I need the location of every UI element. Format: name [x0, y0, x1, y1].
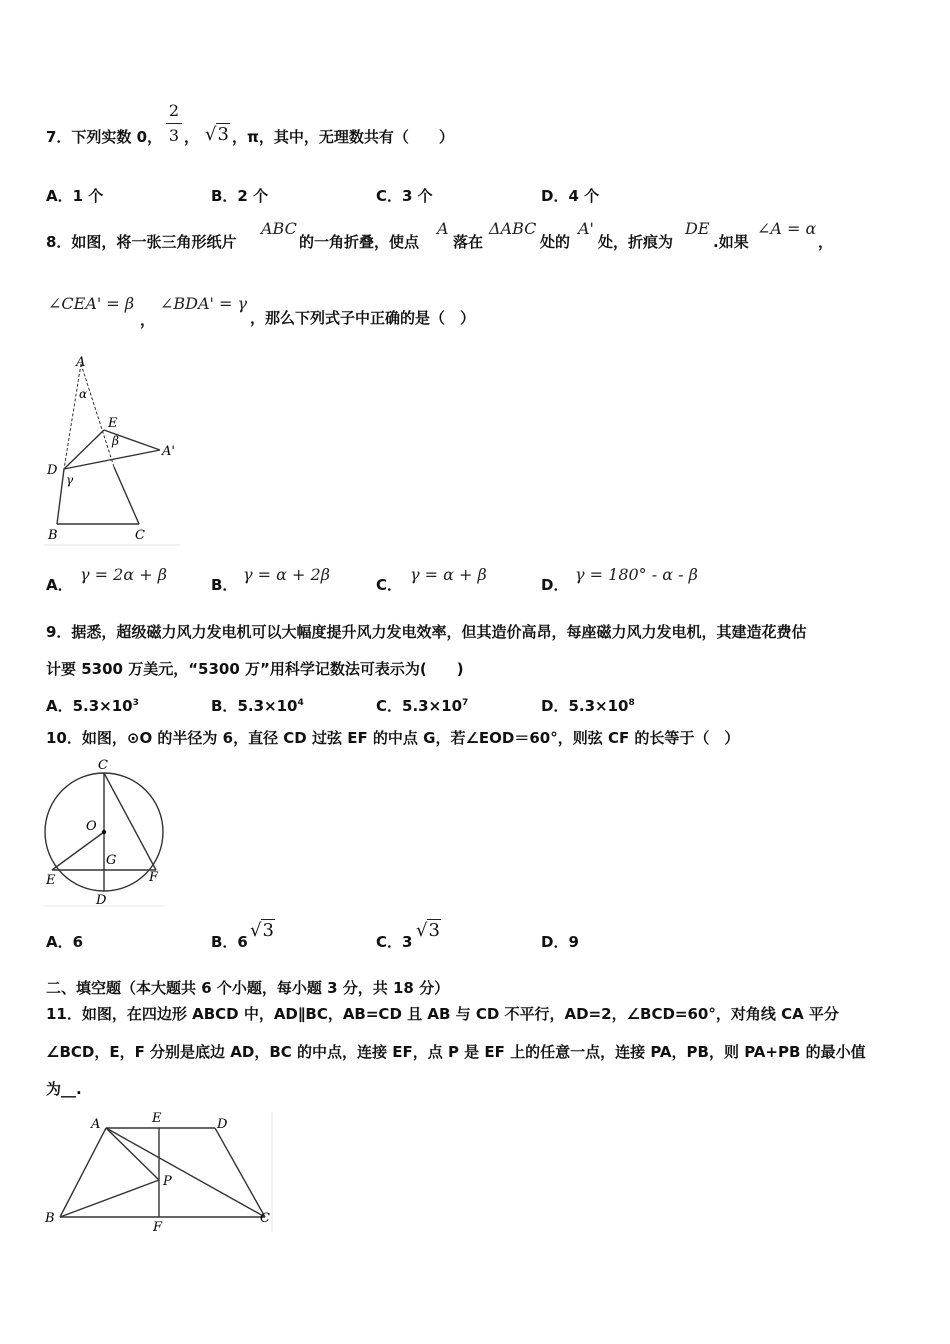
- q9-option-d-base: 5.3×10: [568, 697, 629, 715]
- q8-option-d-letter: D．: [541, 576, 569, 594]
- q11-fig-label-d: D: [217, 1117, 228, 1132]
- q8-text-5: 处，折痕为: [598, 233, 674, 251]
- q10-option-b: B．6: [211, 933, 248, 951]
- q8-fig-label-gamma: γ: [66, 473, 74, 487]
- q9-option-b-exponent: 4: [297, 698, 304, 708]
- q8-fig-crease-de: [64, 430, 104, 469]
- q8-fig-label-e: E: [108, 416, 118, 431]
- q8-fig-edge-da: [64, 450, 160, 469]
- q9-option-a-letter: A．: [46, 697, 73, 715]
- q10-fig-radius-oe: [52, 832, 104, 870]
- q8-fig-side-ce: [114, 467, 139, 524]
- q8-text-7: ，: [818, 233, 834, 251]
- q11-fig-label-c: C: [260, 1211, 270, 1226]
- q7-stem-end: ，π，其中，无理数共有（ ）: [232, 128, 454, 146]
- q8-fig-label-beta: β: [112, 434, 119, 448]
- q10-circle-figure: [38, 756, 170, 912]
- q9-option-b-letter: B．: [211, 697, 238, 715]
- q8-text-8: ，: [140, 311, 156, 329]
- q8-fig-label-a-prime: A': [162, 444, 175, 459]
- q7-separator: ，: [184, 128, 200, 146]
- q8-option-c-letter: C．: [376, 576, 403, 594]
- q11-line-3: 为__.: [46, 1080, 82, 1098]
- q9-option-c: [376, 693, 468, 716]
- q10-stem: 10．如图，⊙O 的半径为 6，直径 CD 过弦 EF 的中点 G，若∠EOD＝60°，则弦 CF 的长等于（ ）: [46, 729, 740, 747]
- q8-math-bda: ∠BDA' = γ: [160, 294, 248, 313]
- q9-option-d-letter: D．: [541, 697, 569, 715]
- q9-line-2: 计要 5300 万美元，“5300 万”用科学记数法可表示为( ): [46, 660, 464, 678]
- q11-line-2: ∠BCD，E，F 分别是底边 AD，BC 的中点，连接 EF，点 P 是 EF 上的任意一点，连接 PA，PB，则 PA+PB 的最小值: [46, 1043, 866, 1061]
- q10-option-a: A．6: [46, 933, 84, 951]
- q9-option-c-base: 5.3×10: [402, 697, 463, 715]
- q9-option-d: [541, 693, 635, 716]
- q7-fraction: [166, 101, 182, 146]
- q8-text-1: 8．如图，将一张三角形纸片: [46, 233, 237, 251]
- q8-option-b-letter: B．: [211, 576, 238, 594]
- q10-option-c: C．3: [376, 933, 413, 951]
- q10-option-d: D．9: [541, 933, 579, 951]
- q9-option-a-exponent: 3: [132, 698, 139, 708]
- q10-fig-label-f: F: [149, 870, 159, 885]
- q8-fig-label-c: C: [135, 528, 145, 543]
- q10-fig-label-e: E: [46, 873, 56, 888]
- q10-fig-label-c: C: [98, 758, 108, 773]
- q8-text-2: 的一角折叠，使点: [299, 233, 420, 251]
- q7-fraction-denominator: 3: [168, 126, 180, 145]
- q8-option-a-letter: A．: [46, 576, 73, 594]
- q11-fig-segment-pb: [60, 1180, 159, 1217]
- q9-option-c-letter: C．: [376, 697, 403, 715]
- q8-option-d-formula: γ = 180° - α - β: [575, 565, 698, 584]
- q8-fig-side-db: [57, 469, 64, 524]
- q9-line-1: 9．据悉，超级磁力风力发电机可以大幅度提升风力发电效率，但其造价高昂，每座磁力风力发电机，其建造花费估: [46, 623, 807, 641]
- q9-option-a: [46, 693, 139, 716]
- q11-fig-side-ab: [60, 1128, 106, 1217]
- q8-fig-label-a: A: [76, 355, 86, 370]
- q10-fig-center-dot: [102, 830, 106, 834]
- q10-fig-label-o: O: [86, 819, 97, 834]
- q7-sqrt3-radicand: 3: [217, 124, 229, 145]
- q8-fig-label-alpha: α: [79, 387, 88, 401]
- q10-fig-label-d: D: [96, 893, 107, 908]
- q8-math-a: A: [437, 219, 449, 238]
- q8-text-9: ，那么下列式子中正确的是（ ）: [250, 309, 476, 327]
- q8-math-de: DE: [685, 219, 710, 238]
- q8-math-cea: ∠CEA' = β: [48, 294, 135, 313]
- q11-fig-label-f: F: [153, 1220, 163, 1235]
- q8-option-c-formula: γ = α + β: [410, 565, 487, 584]
- q11-line-1: 11．如图，在四边形 ABCD 中，AD∥BC，AB=CD 且 AB 与 CD 不平行，AD=2，∠BCD=60°，对角线 CA 平分: [46, 1005, 839, 1023]
- q8-math-triangle-abc: ΔABC: [489, 219, 537, 238]
- q8-math-a-prime: A': [578, 219, 594, 238]
- q11-fig-label-b: B: [45, 1211, 55, 1226]
- q11-fig-diagonal-ac: [106, 1128, 265, 1217]
- q8-fig-label-b: B: [48, 528, 58, 543]
- q9-option-d-exponent: 8: [628, 698, 635, 708]
- q7-option-a: A．1 个: [46, 187, 104, 205]
- q7-option-d: D．4 个: [541, 187, 600, 205]
- q10-fig-label-g: G: [106, 853, 117, 868]
- q9-option-a-base: 5.3×10: [72, 697, 133, 715]
- q11-trapezoid-figure: [40, 1108, 280, 1236]
- q8-option-a-formula: γ = 2α + β: [80, 565, 167, 584]
- q10-option-b-sqrt: √3: [250, 920, 274, 941]
- q8-option-b-formula: γ = α + 2β: [243, 565, 330, 584]
- q9-option-b: [211, 693, 304, 716]
- q11-fig-label-p: P: [163, 1174, 172, 1189]
- q11-fig-label-a: A: [91, 1117, 101, 1132]
- q8-math-abc: ABC: [261, 219, 297, 238]
- q10-option-b-radicand: 3: [262, 920, 274, 941]
- q7-option-c: C．3 个: [376, 187, 433, 205]
- q8-text-4: 处的: [540, 233, 571, 251]
- q8-math-angle-a: ∠A = α: [757, 219, 817, 238]
- q9-option-c-exponent: 7: [462, 698, 469, 708]
- q7-fraction-numerator: 2: [168, 101, 180, 120]
- q10-option-c-radicand: 3: [428, 920, 440, 941]
- q7-option-b: B．2 个: [211, 187, 269, 205]
- q7-stem-start: 7．下列实数 0，: [46, 128, 163, 146]
- q8-text-3: 落在: [453, 233, 484, 251]
- q8-text-6: .如果: [713, 233, 749, 251]
- q8-folded-triangle-figure: [44, 352, 184, 548]
- q8-fig-label-d: D: [47, 463, 58, 478]
- q11-fig-label-e: E: [152, 1111, 162, 1126]
- q8-fig-fold-edge-ad: [64, 364, 81, 469]
- q9-option-b-base: 5.3×10: [237, 697, 298, 715]
- section-2-heading: 二、填空题（本大题共 6 个小题，每小题 3 分，共 18 分）: [46, 979, 450, 997]
- q10-option-c-sqrt: √3: [416, 920, 440, 941]
- q7-sqrt3: √3: [205, 124, 229, 145]
